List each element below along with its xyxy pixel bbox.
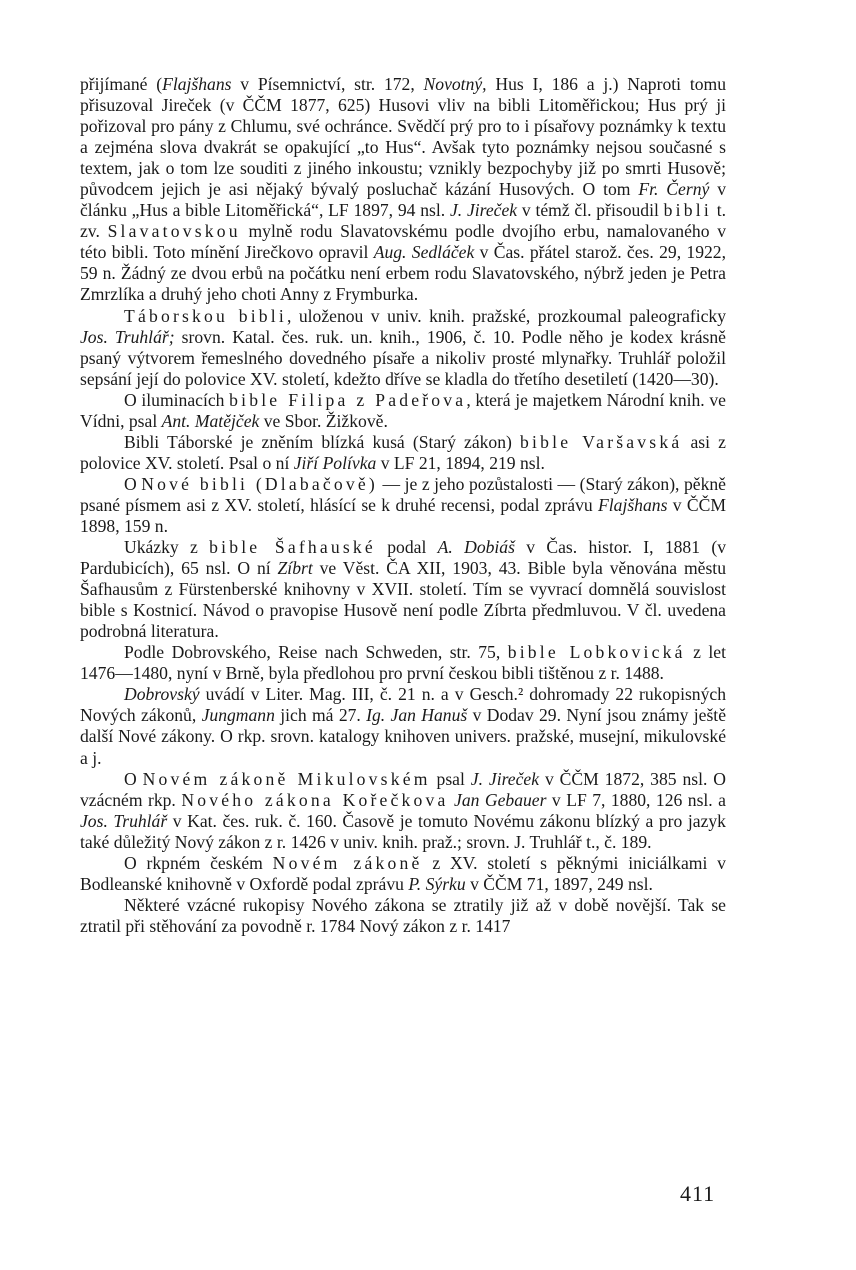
paragraph bbox=[80, 537, 726, 642]
page-number: 411 bbox=[680, 1181, 716, 1206]
text-run: v LF 7, 1880, 126 nsl. a bbox=[546, 789, 726, 810]
italic-citation: Fr. Černý bbox=[638, 179, 710, 200]
italic-citation: Jungmann bbox=[201, 705, 275, 726]
paragraph bbox=[80, 684, 726, 768]
text-run: v ČČM 1898, 159 n. bbox=[80, 494, 726, 536]
italic-citation: A. Dobiáš bbox=[437, 537, 515, 558]
text-run: O rkpném českém bbox=[124, 852, 273, 873]
text-run: , která je majetkem Národní knih. ve Vídni, psal bbox=[80, 389, 726, 431]
paragraph bbox=[80, 432, 726, 474]
spaced-emphasis: Nové bibli (Dlabačově) bbox=[141, 473, 378, 494]
italic-citation: Ig. Jan Hanuš bbox=[366, 705, 468, 726]
text-run: O iluminacích bbox=[124, 389, 230, 410]
text-run: O bbox=[124, 768, 143, 789]
spaced-emphasis: bible Lobkovická bbox=[507, 642, 686, 663]
spaced-emphasis: Novém zákoně Mikulovském bbox=[142, 768, 431, 789]
text-run: jich má 27. bbox=[274, 705, 367, 726]
spaced-emphasis: Novém zákoně bbox=[272, 852, 423, 873]
text-run: Hus I, 186 a j.) Naproti tomu přisuzoval Jireček (v ČČM 1877, 625) Husovi vliv na bibli Litoměřickou; Hus prý ji pořizoval pro pány z Chlumu, své ochránce. Svědčí prý pro to i písařovy poznámky k textu a zejména slova dvakrát se opakující „to Hus“. Avšak tyto poznámky nejsou současné s textem, jak o tom lze souditi z jiného inkoustu; vznikly bezpochyby již po smrti Husově; původcem jejich je asi nějaký bývalý posluchač kázání Husových. O tom bbox=[80, 74, 726, 200]
italic-citation: Zíbrt bbox=[277, 558, 313, 579]
text-run: Bibli Táborské je zněním blízká kusá (Starý zákon) bbox=[124, 431, 521, 452]
italic-citation: Jos. Truhlář bbox=[80, 810, 168, 831]
text-run: srovn. Katal. čes. ruk. un. knih., 1906, č. 10. Podle něho je kodex krásně psaný výtvorem řemeslného dovedného písaře a nikoliv prosté mlynařky. Truhlář položil sepsání její do polovice XV. století, kdežto dříve se kladla do třetího desetiletí (1420—30). bbox=[80, 326, 726, 389]
text-run: ve Věst. ČA XII, 1903, 43. Bible byla věnována městu Šafhausům z Fürstenberské knihovny v XVII. století. Tím se vyvrací domnělá souvislost bible s Kostnicí. Návod o pravopise Husově není podle Zíbrta předmluvou. V čl. uvedena podrobná literatura. bbox=[80, 558, 726, 642]
text-run: O bbox=[124, 473, 142, 494]
italic-citation: P. Sýrku bbox=[408, 873, 466, 894]
text-run: z XV. století s pěknými iniciálkami v Bodleanské knihovně v Oxfordě podal zprávu bbox=[80, 852, 726, 894]
text-run: v Čas. histor. I, 1881 (v Pardubicích), 65 nsl. O ní bbox=[80, 537, 726, 579]
text-run: v LF 21, 1894, 219 nsl. bbox=[376, 452, 545, 473]
text-run: , uloženou v univ. knih. pražské, prozkoumal paleograficky bbox=[286, 305, 727, 326]
spaced-emphasis: bibli bbox=[663, 200, 712, 221]
italic-citation: Jiří Polívka bbox=[293, 452, 377, 473]
spaced-emphasis: bible Varšavská bbox=[520, 431, 683, 452]
spaced-emphasis: bible Filipa z Padeřova bbox=[229, 389, 467, 410]
text-run: — je z jeho pozůstalosti — (Starý zákon), pěkně psané písmem asi z XV. století, hlásící se k druhé recensi, podal zprávu bbox=[80, 473, 726, 515]
spaced-emphasis: bible Šafhauské bbox=[209, 537, 376, 558]
italic-citation: Novotný, bbox=[423, 74, 487, 94]
italic-citation: Ant. Matějček bbox=[161, 410, 260, 431]
paragraph bbox=[80, 769, 726, 853]
text-run: t. zv. bbox=[80, 200, 726, 242]
italic-citation: J. Jireček bbox=[470, 768, 540, 789]
paragraph bbox=[80, 74, 726, 306]
paragraph bbox=[80, 853, 726, 895]
text-run: Ukázky z bbox=[124, 537, 210, 558]
italic-citation: Flajšhans bbox=[162, 74, 232, 94]
italic-citation: Jan Gebauer bbox=[454, 789, 547, 810]
text-run: v Kat. čes. ruk. č. 160. Časově je tomuto Novému zákonu blízký a pro jazyk také důležitý Nový zákon z r. 1426 v univ. knih. praž.; srovn. J. Truhlář t., č. 189. bbox=[80, 810, 726, 852]
paragraph bbox=[80, 474, 726, 537]
text-run: v Dodav 29. Nyní jsou známy ještě další Nové zákony. O rkp. srovn. katalogy knihoven univers. pražské, musejní, mikulovské a j. bbox=[80, 705, 727, 768]
text-run: v Čas. přátel starož. čes. 29, 1922, 59 n. Žádný ze dvou erbů na počátku není erbem rodu Slavatovského, nýbrž jeden je Petra Zmrzlíka a druhý jeho choti Anny z Frymburka. bbox=[80, 242, 726, 305]
italic-citation: Flajšhans bbox=[598, 494, 668, 515]
text-run: v ČČM 1872, 385 nsl. O vzácném rkp. bbox=[80, 768, 727, 810]
paragraph bbox=[80, 306, 726, 390]
text-run: mylně rodu Slavatovskému podle dvojího erbu, namalovaného v této bibli. Toto mínění Jirečkovo opravil bbox=[80, 221, 726, 263]
text-run: ve Sbor. Žižkově. bbox=[259, 410, 388, 431]
text-run: uvádí v Liter. Mag. III, č. 21 n. a v Gesch.² dohromady 22 rukopisných Nových zákonů, bbox=[80, 684, 726, 726]
spaced-emphasis: Nového zákona Kořečkova bbox=[181, 789, 449, 810]
text-run: psal bbox=[430, 768, 471, 789]
text-run: přijímané ( bbox=[80, 74, 163, 94]
text-run: v témž čl. přisoudil bbox=[517, 200, 664, 221]
text-run: Některé vzácné rukopisy Nového zákona se ztratily již až v době novější. Tak se ztratil při stěhování za povodně r. 1784 Nový zákon z r. 1417 bbox=[80, 894, 726, 936]
italic-citation: J. Jireček bbox=[449, 200, 518, 221]
paragraph bbox=[80, 895, 726, 937]
body-text bbox=[80, 74, 726, 937]
italic-citation: Jos. Truhlář; bbox=[80, 326, 175, 347]
italic-citation: Aug. Sedláček bbox=[373, 242, 475, 263]
spaced-emphasis: Slavatovskou bbox=[107, 221, 241, 242]
text-run: v článku „Hus a bible Litoměřická“, LF 1897, 94 nsl. bbox=[80, 179, 726, 221]
text-run: v ČČM 71, 1897, 249 nsl. bbox=[465, 873, 653, 894]
text-run: z let 1476—1480, nyní v Brně, byla předlohou pro první českou bibli tištěnou z r. 1488. bbox=[80, 642, 726, 684]
text-run: asi z polovice XV. století. Psal o ní bbox=[80, 431, 726, 473]
text-run: podal bbox=[375, 537, 438, 558]
italic-citation: Dobrovský bbox=[124, 684, 200, 705]
paragraph bbox=[80, 642, 726, 684]
text-run: v Písemnictví, str. 172, bbox=[231, 74, 424, 94]
spaced-emphasis: Táborskou bibli bbox=[124, 305, 287, 326]
text-run: Podle Dobrovského, Reise nach Schweden, str. 75, bbox=[124, 642, 508, 663]
paragraph bbox=[80, 390, 726, 432]
